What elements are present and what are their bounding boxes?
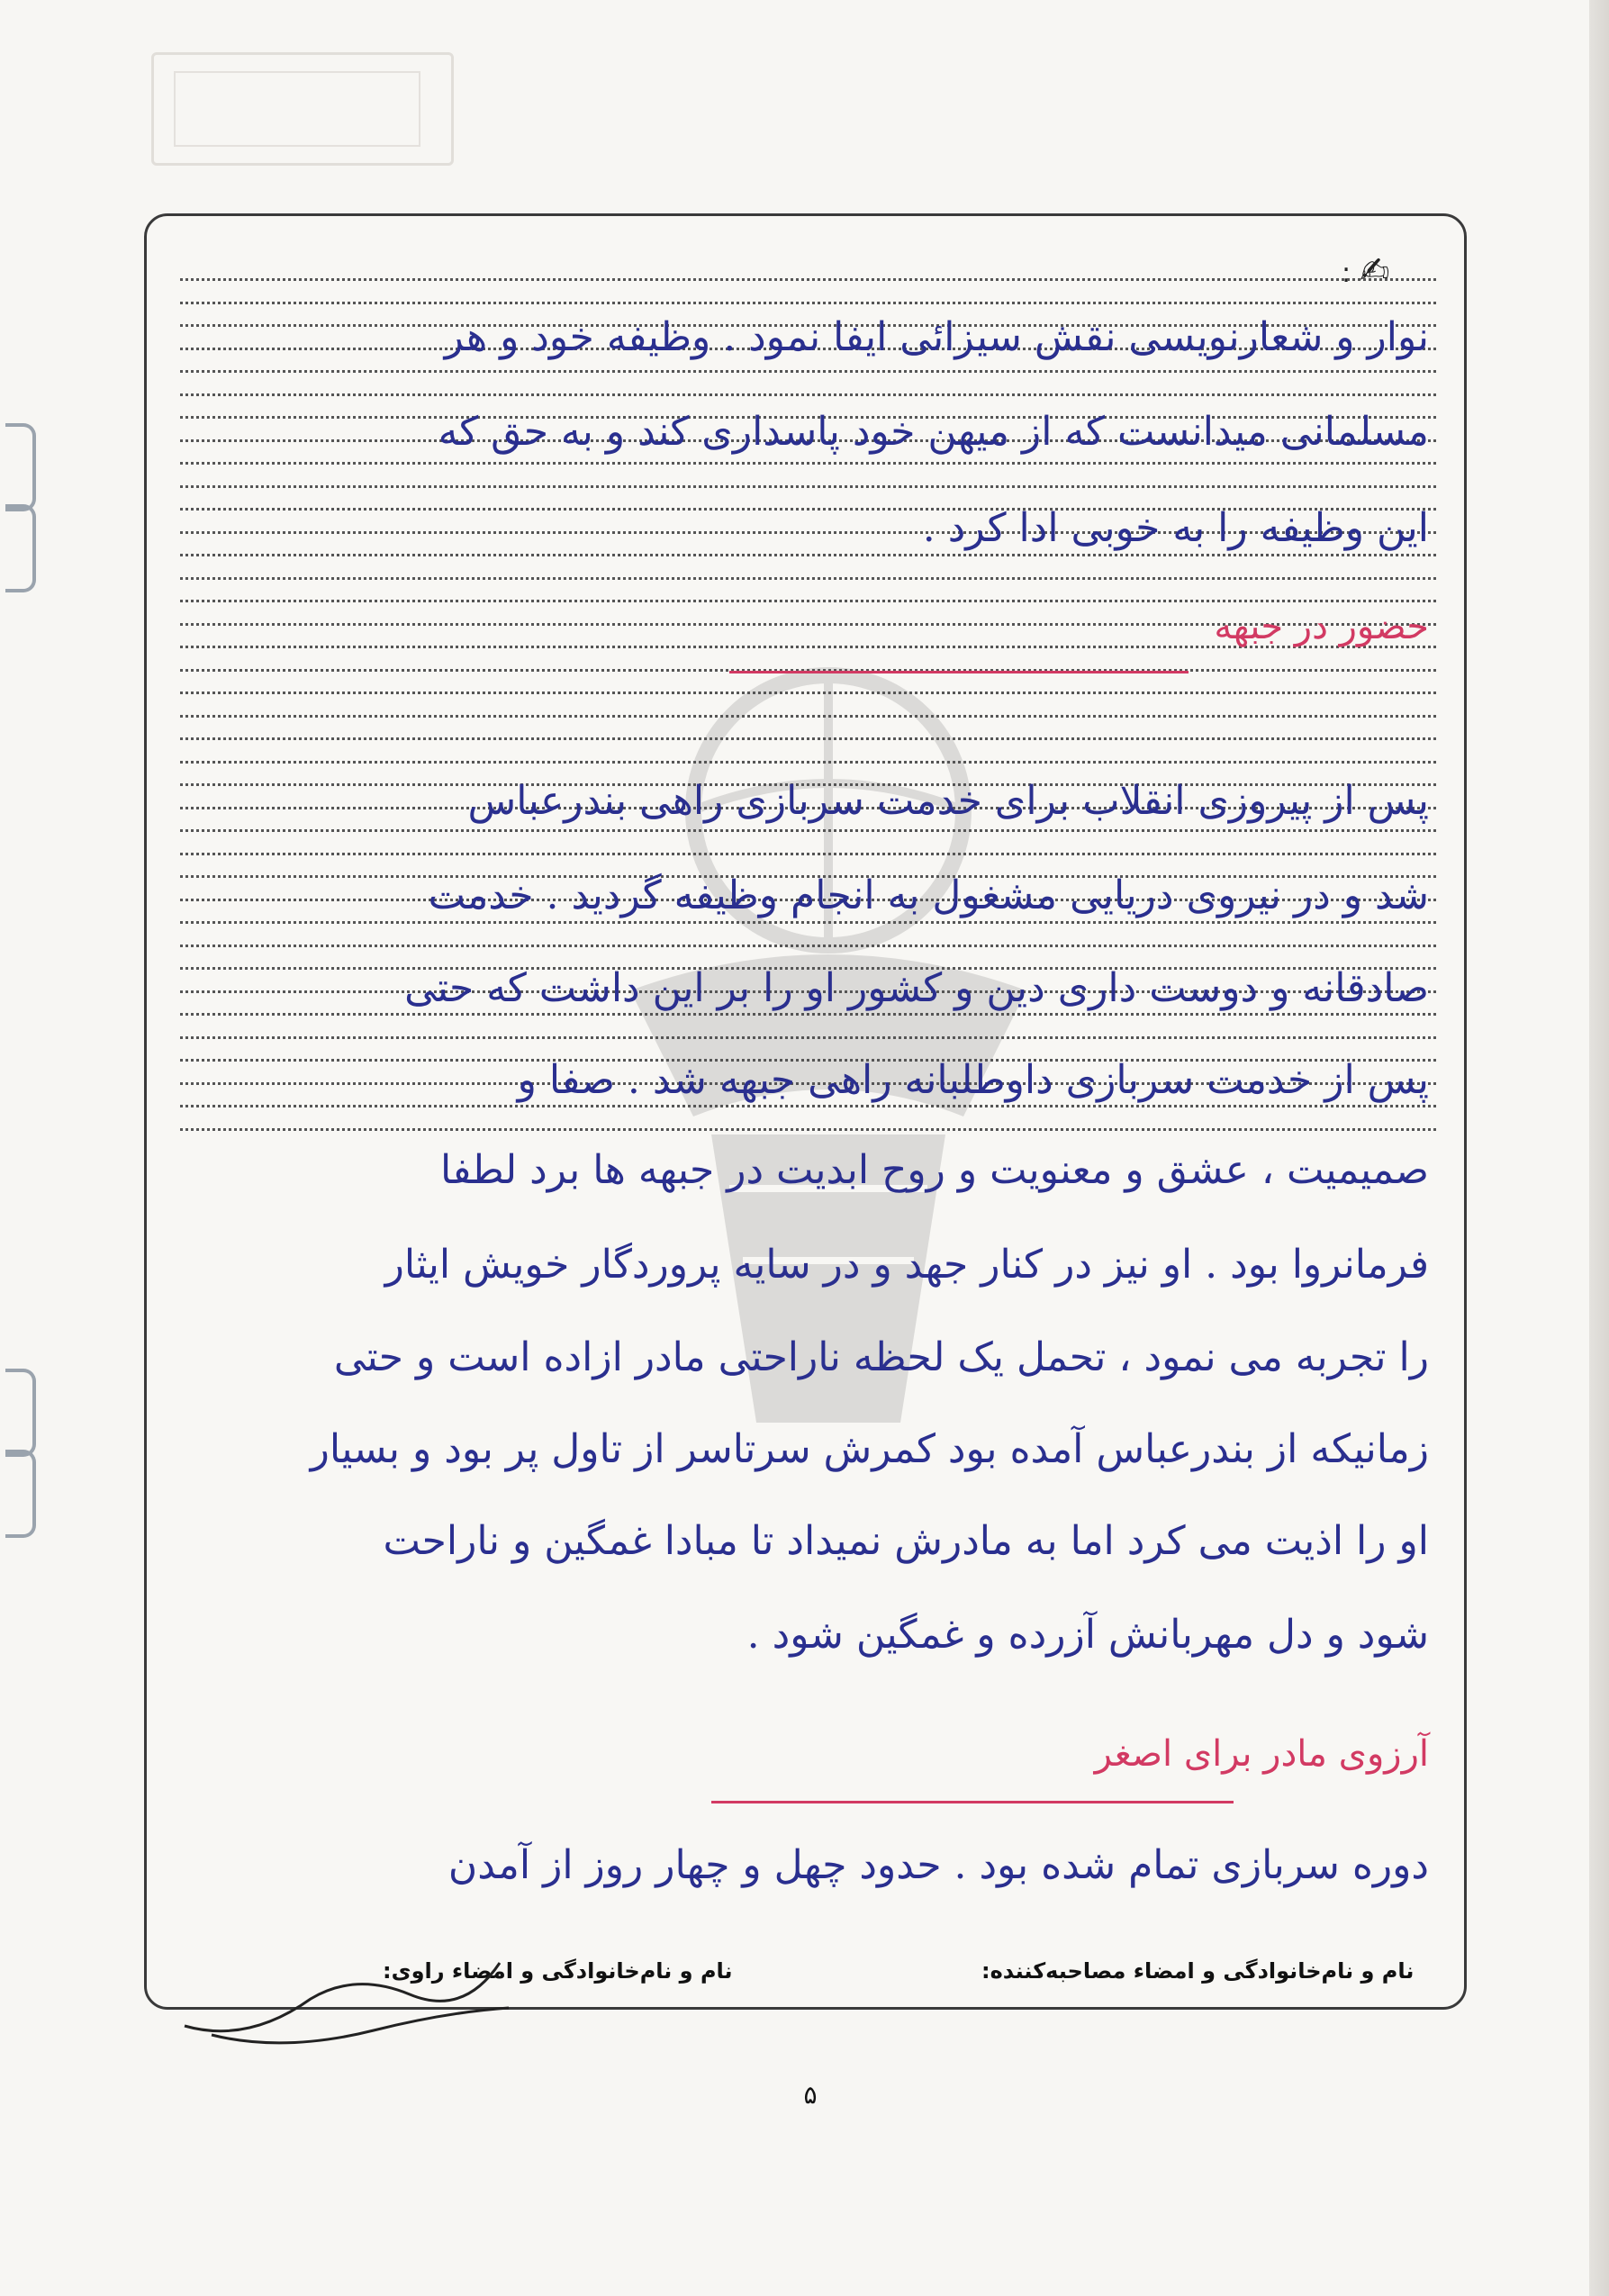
- handwritten-line: فرمانروا بود . او نیز در کنار جهد و در سایه پروردگار خویش ایثار: [384, 1242, 1429, 1288]
- dotted-rule: [180, 945, 1436, 947]
- dotted-rule: [180, 485, 1436, 488]
- faded-stamp: [151, 52, 454, 166]
- heading-underline-1: [729, 671, 1189, 673]
- dotted-rule: [180, 737, 1436, 740]
- handwritten-line: صادقانه و دوست داری دین و کشور او را بر این داشت که حتی: [404, 965, 1429, 1011]
- dotted-rule: [180, 462, 1436, 465]
- handwritten-line: شد و در نیروی دریایی مشغول به انجام وظیفه گردید . خدمت: [428, 872, 1429, 918]
- dotted-rule: [180, 829, 1436, 832]
- handwritten-line: پس از پیروزی انقلاب برای خدمت سربازی راهی بندرعباس: [467, 778, 1429, 824]
- page-edge: [1589, 0, 1609, 2296]
- handwritten-line: این وظیفه را به خوبی ادا کرد .: [922, 505, 1429, 551]
- staple-top: [5, 423, 36, 511]
- handwritten-line: را تجربه می نمود ، تحمل یک لحظه ناراحتی مادر ازاده است و حتی: [333, 1334, 1429, 1380]
- dotted-rule: [180, 370, 1436, 373]
- staple-bottom-lower: [5, 1450, 36, 1538]
- handwritten-line: دوره سربازی تمام شده بود . حدود چهل و چهار روز از آمدن: [447, 1842, 1429, 1888]
- dotted-rule: [180, 761, 1436, 764]
- narrator-signature: [176, 1945, 518, 2062]
- handwritten-line: شود و دل مهربانش آزرده و غمگین شود .: [746, 1612, 1429, 1658]
- staple-top-lower: [5, 504, 36, 592]
- heading-presence-at-front: حضور در جبهه: [1214, 606, 1429, 647]
- dotted-rule: [180, 1036, 1436, 1039]
- dotted-rule: [180, 577, 1436, 580]
- dotted-rule: [180, 1128, 1436, 1131]
- handwritten-line: او را اذیت می کرد اما به مادرش نمیداد تا مبادا غمگین و ناراحت: [383, 1518, 1429, 1564]
- interviewer-signature-label: نام و نام‌خانوادگی و امضاء مصاحبه‌کننده:: [981, 1958, 1415, 1984]
- dotted-rule: [180, 393, 1436, 396]
- dotted-rule: [180, 853, 1436, 855]
- narrator-signature-label: نام و نام‌خانوادگی و امضاء راوی:: [383, 1958, 733, 1984]
- dotted-rule: [180, 715, 1436, 718]
- dotted-rule: [180, 692, 1436, 694]
- dotted-rule: [180, 278, 1436, 281]
- staple-bottom: [5, 1369, 36, 1457]
- handwritten-line: نوار و شعارنویسی نقش سیزائی ایفا نمود . وظیفه خود و هر: [444, 314, 1429, 360]
- dotted-rule: [180, 302, 1436, 304]
- handwritten-line: مسلمانی میدانست که از میهن خود پاسداری کند و به حق که: [438, 409, 1429, 455]
- page-number: ۵: [803, 2080, 818, 2110]
- handwritten-line: صمیمیت ، عشق و معنویت و روح ابدیت در جبهه ها برد لطفا: [440, 1147, 1429, 1193]
- heading-underline-2: [711, 1801, 1234, 1803]
- handwritten-line: پس از خدمت سربازی داوطلبانه راهی جبهه شد . صفا و: [517, 1057, 1429, 1103]
- colon-mark: :: [1342, 258, 1351, 289]
- heading-mothers-wish: آرزوی مادر برای اصغر: [1094, 1733, 1429, 1775]
- handwritten-line: زمانیکه از بندرعباس آمده بود کمرش سرتاسر از تاول پر بود و بسیار: [310, 1426, 1429, 1472]
- pen-writing-icon: ✍: [1360, 250, 1390, 292]
